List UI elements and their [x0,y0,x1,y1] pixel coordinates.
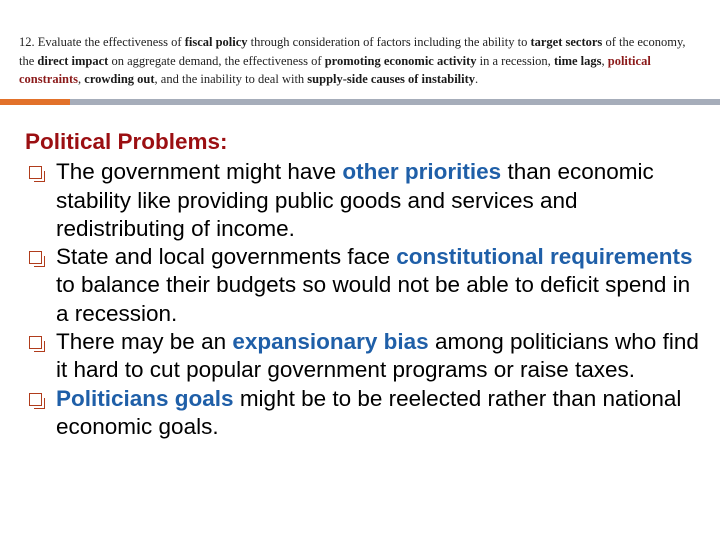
bullet-text-part: to balance their budgets so would not be able to deficit spend in a recession. [56,272,691,326]
bullet-text-part: The government might have [56,159,343,185]
divider-bar [70,99,720,105]
header-text: 12. Evaluate the effectiveness of [19,35,185,49]
bullet-keyword: expansionary bias [232,329,429,355]
bullet-text-part: There may be an [56,329,233,355]
bullet-text [56,385,705,442]
header-bold-term: supply-side causes of instability [307,72,476,86]
bullet-text-part: might be to be reelected rather than national economic goals. [56,385,682,439]
divider-accent [0,99,70,105]
header-bold-term: time lags [553,53,602,68]
section-heading: Political Problems: [25,129,228,154]
bullet-keyword: constitutional requirements [396,244,693,270]
header-bold-term-highlighted: political constraints [19,53,651,86]
header-bold-term: fiscal policy [184,35,248,49]
bullet-text [56,243,705,328]
header-text: on aggregate demand, the effectiveness of [108,53,325,68]
header-text: , [78,72,85,86]
header-text: through consideration of factors including the ability to [247,35,531,49]
header-bold-term: direct impact [37,53,109,68]
bullet-text-part: than economic stability like providing public goods and services and redistributing of income. [56,159,654,241]
header-text: of the economy, the [19,35,686,68]
header-text: , [601,53,608,68]
question-header [19,33,699,89]
bullet-item [25,328,705,385]
bullet-text-part: among politicians who find it hard to cut popular government programs or raise taxes. [56,329,699,383]
header-bold-term: crowding out [84,72,155,86]
bullet-text-part: State and local governments face [56,244,397,270]
header-text: in a recession, [476,53,554,68]
header-text: , and the inability to deal with [154,72,308,86]
hollow-square-bullet-icon [29,393,42,406]
bullet-item [25,158,705,243]
hollow-square-bullet-icon [29,336,42,349]
bullet-keyword: other priorities [342,159,502,185]
bullet-keyword: Politicians goals [56,385,234,411]
slide-content [25,128,705,441]
hollow-square-bullet-icon [29,166,42,179]
header-bold-term: promoting economic activity [324,53,477,68]
bullet-text [56,158,705,243]
divider-rule [0,99,720,105]
hollow-square-bullet-icon [29,251,42,264]
header-text: . [475,72,479,86]
bullet-item [25,243,705,328]
bullet-item [25,385,705,442]
header-bold-term: target sectors [530,35,603,49]
bullet-text [56,328,705,385]
